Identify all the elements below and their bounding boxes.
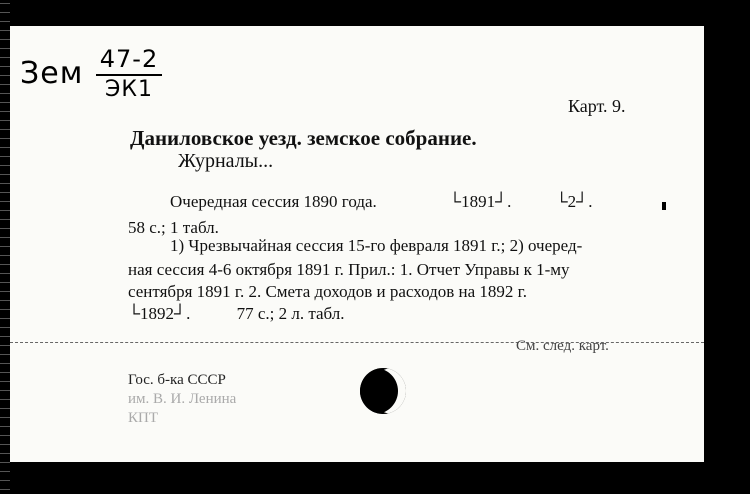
see-next-note: См. след. карт.	[516, 338, 609, 354]
fraction-bar	[96, 74, 162, 76]
fraction-top: 47-2	[99, 45, 159, 73]
subheading: Журналы...	[178, 150, 274, 172]
body-line-3: 1) Чрезвычайная сессия 15-го февраля 1891 г.; 2) очеред-	[170, 236, 583, 255]
year-1892: └1892┘.	[128, 304, 191, 323]
body-line-6	[128, 304, 345, 324]
pages-text: 77 с.; 2 л. табл.	[236, 304, 345, 323]
volume-number: └2┘.	[555, 192, 593, 211]
heading: Даниловское уезд. земское собрание.	[130, 126, 477, 150]
stamp-line-2: им. В. И. Ленина	[128, 391, 237, 407]
body-line-1	[170, 192, 592, 212]
catalog-card	[10, 26, 704, 462]
body-line-2: 58 с.; 1 табл.	[128, 218, 219, 237]
card-number: Карт. 9.	[568, 96, 626, 116]
fraction-bottom: ЭК1	[105, 77, 153, 102]
body-line-5: сентября 1891 г. 2. Смета доходов и расходов на 1892 г.	[128, 282, 527, 301]
stamp-line-3: КПТ	[128, 410, 158, 426]
year-1891: └1891┘.	[449, 192, 512, 211]
scan-edge-right	[704, 0, 750, 494]
handwritten-code: Зем	[20, 56, 84, 91]
punch-hole-icon	[360, 368, 406, 414]
mark-dot	[662, 202, 666, 210]
scan-edge-left	[0, 0, 10, 494]
body-line-4: ная сессия 4-6 октября 1891 г. Прил.: 1. Отчет Управы к 1-му	[128, 260, 570, 279]
handwritten-fraction	[96, 46, 162, 102]
stamp-line-1: Гос. б-ка СССР	[128, 372, 226, 388]
library-stamp	[128, 371, 236, 428]
session-text: Очередная сессия 1890 года.	[170, 192, 377, 211]
